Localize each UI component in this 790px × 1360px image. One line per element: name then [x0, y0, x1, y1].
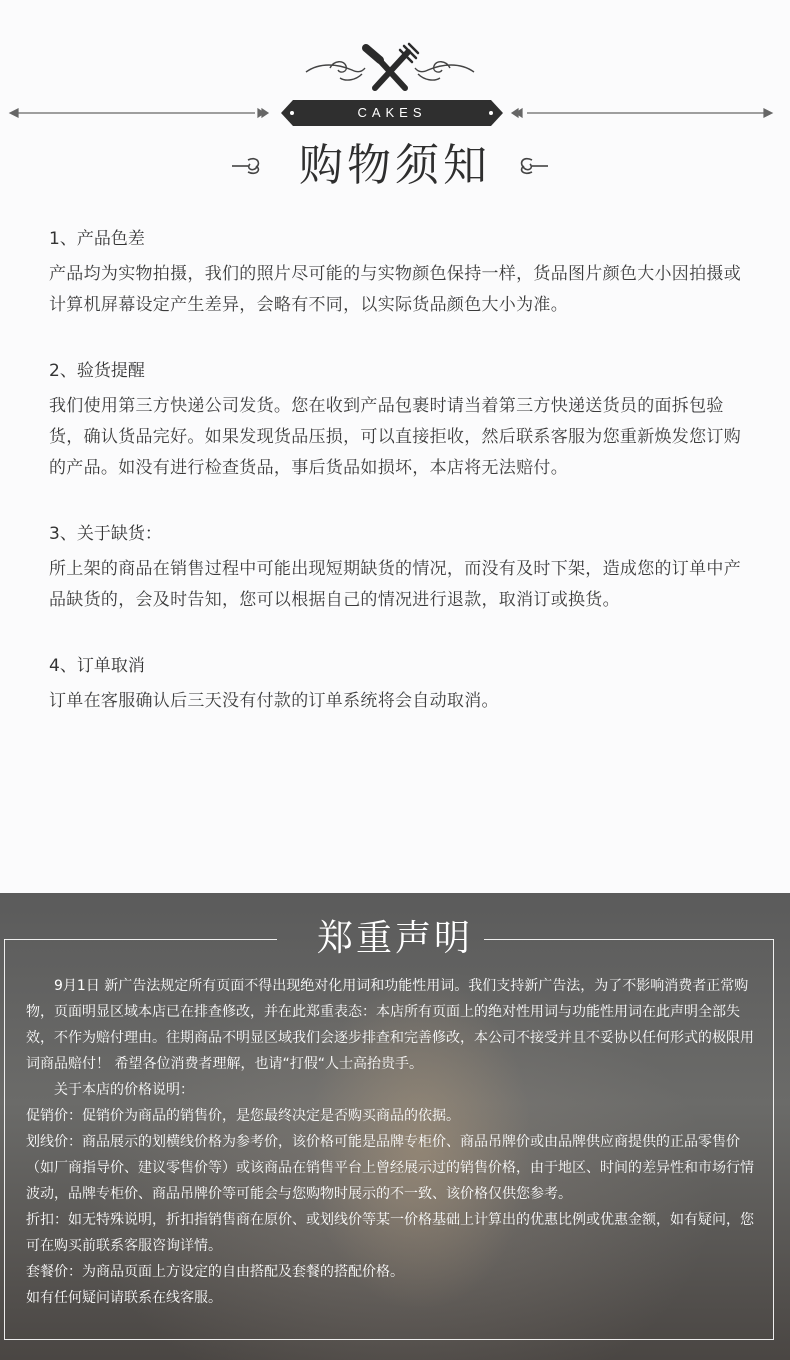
price-heading: 关于本店的价格说明：: [54, 1082, 194, 1098]
section-title: 1、产品色差: [49, 229, 145, 249]
section-body: 我们使用第三方快递公司发货。您在收到产品包裹时请当着第三方快递送货员的面拆包验货，确认货品完好。如果发现货品压损，可以直接拒收，然后联系客服为您重新焕发您订购的产品。如没有进行检查货品，事后货品如损坏，本店将无法赔付。: [49, 396, 741, 478]
section-color-difference: [49, 227, 749, 321]
section-body: 产品均为实物拍摄，我们的照片尽可能的与实物颜色保持一样，货品图片颜色大小因拍摄或计算机屏幕设定产生差异，会略有不同，以实际货品颜色大小为准。: [49, 264, 741, 315]
fork-knife-icon: [366, 44, 418, 88]
section-order-cancel: [49, 654, 749, 717]
declaration-intro: 9月1日 新广告法规定所有页面不得出现绝对化用词和功能性用词。我们支持新广告法，为了不影响消费者正常购物，页面明显区域本店已在排查修改，并在此郑重表态：本店所有页面上的绝对性用词与功能性用词在此声明全部失效，不作为赔付理由。往期商品不明显区域我们会逐步排查和完善修改，本公司不接受并且不妥协以任何形式的极限用词商品赔付！ 希望各位消费者理解，也请“打假“人士高抬贵手。: [26, 978, 754, 1072]
declaration-text: [26, 973, 756, 1311]
page-title: 购物须知: [299, 140, 491, 191]
notice-sections: [49, 227, 749, 755]
flourish-right-icon: [415, 62, 474, 80]
section-title: 3、关于缺货：: [49, 524, 162, 544]
section-title: 2、验货提醒: [49, 361, 145, 381]
price-item-promo: 促销价：促销价为商品的销售价，是您最终决定是否购买商品的依据。: [26, 1108, 460, 1124]
section-body: 所上架的商品在销售过程中可能出现短期缺货的情况，而没有及时下架，造成您的订单中产品缺货的，会及时告知，您可以根据自己的情况进行退款，取消订或换货。: [49, 559, 741, 610]
cakes-label: CAKES: [357, 105, 427, 120]
section-inspection: [49, 359, 749, 484]
flourish-left-icon: [306, 62, 365, 80]
price-item-strikethrough: 划线价：商品展示的划横线价格为参考价，该价格可能是品牌专柜价、商品吊牌价或由品牌供应商提供的正品零售价（如厂商指导价、建议零售价等）或该商品在销售平台上曾经展示过的销售价格，由于地区、时间的差异性和市场行情波动，品牌专柜价、商品吊牌价等可能会与您购物时展示的不一致、该价格仅供您参考。: [26, 1134, 754, 1202]
section-out-of-stock: [49, 522, 749, 616]
price-item-discount: 折扣：如无特殊说明，折扣指销售商在原价、或划线价等某一价格基础上计算出的优惠比例或优惠金额，如有疑问，您可在购买前联系客服咨询详情。: [26, 1212, 754, 1254]
section-body: 订单在客服确认后三天没有付款的订单系统将会自动取消。: [49, 691, 499, 711]
declaration-title: 郑重声明: [316, 918, 473, 959]
price-item-bundle: 套餐价：为商品页面上方设定的自由搭配及套餐的搭配价格。: [26, 1264, 404, 1280]
declaration-footer: 如有任何疑问请联系在线客服。: [26, 1290, 222, 1306]
section-title: 4、订单取消: [49, 656, 145, 676]
declaration-panel: [0, 893, 790, 1360]
